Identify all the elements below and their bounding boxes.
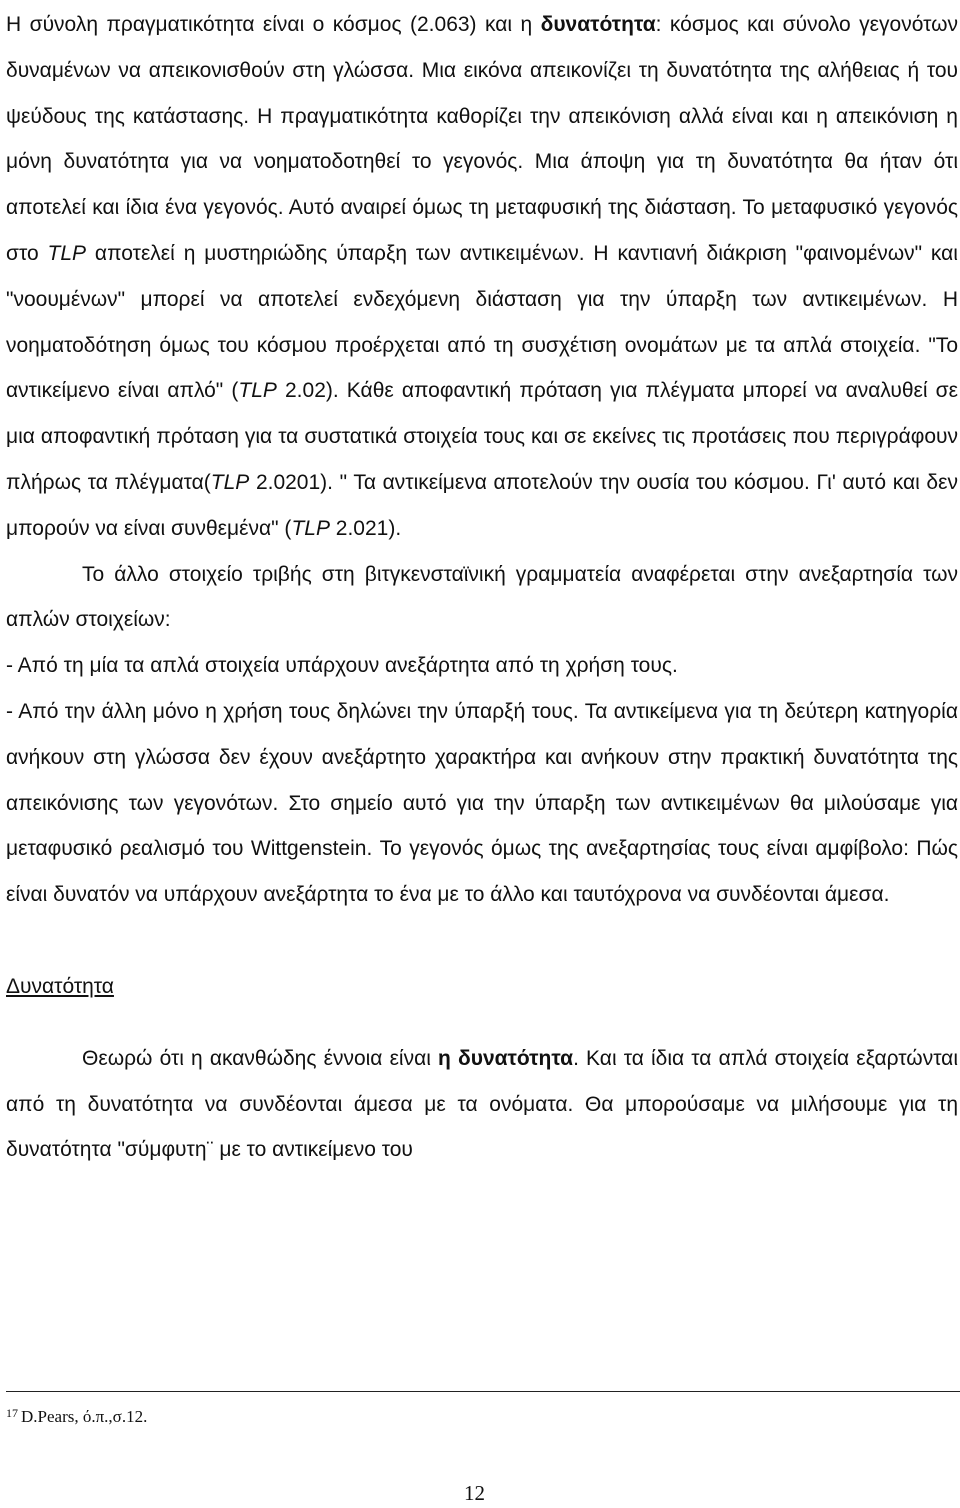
bold-term-the-possibility: η δυνατότητα	[438, 1046, 574, 1070]
footnote-divider	[6, 1391, 960, 1392]
tlp-reference: TLP	[291, 516, 330, 540]
paragraph-independence-of-elements: Το άλλο στοιχείο τριβής στη βιτγκενσταϊνική γραμματεία αναφέρεται στην ανεξαρτησία των απλών στοιχείων:	[6, 562, 958, 632]
text-run: . Και τα ίδια τα απλά στοιχεία εξαρτώνται από τη δυνατότητα να συνδέονται άμεσα με τα ονόματα. Θα μπορούσαμε να μιλήσουμε για τη δυνατότητα "σύμφυτη¨ με το αντικείμενο του	[6, 1046, 958, 1162]
paragraph-possibility	[6, 1036, 958, 1173]
text-run: Η σύνολη πραγματικότητα είναι ο κόσμος (2.063) και η	[6, 13, 541, 36]
text-run: Θεωρώ ότι η ακανθώδης έννοια είναι	[82, 1046, 439, 1070]
footnote	[6, 1405, 147, 1429]
tlp-reference: TLP	[238, 379, 277, 403]
text-run: 2.0201). " Τα αντικείμενα αποτελούν την ουσία του κόσμου. Γι' αυτό και δεν μπορούν να είναι συνθεμένα" (	[6, 470, 958, 540]
bold-term-possibility: δυνατότητα	[540, 13, 656, 36]
list-item-use-declares-existence: - Από την άλλη μόνο η χρήση τους δηλώνει την ύπαρξή τους. Τα αντικείμενα για τη δεύτερη κατηγορία ανήκουν στη γλώσσα δεν έχουν ανεξάρτητο χαρακτήρα και ανήκουν στην πρακτική δυνατότητα της απεικόνισης των γεγονότων. Στο σημείο αυτό για την ύπαρξη των αντικειμένων θα μιλούσαμε για μεταφυσικό ρεαλισμό του Wittgenstein. Το γεγονός όμως της ανεξαρτησίας τους είναι αμφίβολο: Πώς είναι δυνατόν να υπάρχουν ανεξάρτητα το ένα με το άλλο και ταυτόχρονα να συνδέονται άμεσα.	[6, 699, 958, 907]
text-run: 2.021).	[329, 516, 402, 540]
tlp-reference: TLP	[47, 241, 87, 265]
text-run: : κόσμος και σύνολο γεγονότων δυναμένων να απεικονισθούν στη γλώσσα. Μια εικόνα απεικονίζει τη δυνατότητα της αλήθειας ή του ψεύδους της κατάστασης. Η πραγματικότητα καθορίζει την απεικόνιση αλλά είναι και η απεικόνιση η μόνη δυνατότητα για να νοηματοδοτηθεί το γεγονός. Μια άποψη για τη δυνατότητα θα ήταν ότι αποτελεί και ίδια ένα γεγονός. Αυτό αναιρεί όμως τη μεταφυσική της διάσταση. Το μεταφυσικό γεγονός στο	[6, 13, 958, 265]
list-item-independent-existence: - Από τη μία τα απλά στοιχεία υπάρχουν ανεξάρτητα από τη χρήση τους.	[6, 654, 678, 678]
section-heading-possibility: Δυνατότητα	[6, 974, 114, 998]
paragraph-reality-and-possibility	[6, 2, 958, 552]
text-run: 2.02). Κάθε αποφαντική πρόταση για πλέγματα μπορεί να αναλυθεί σε μια αποφαντική πρόταση για τα συστατικά στοιχεία τους και σε εκείνες τις προτάσεις που περιγράφουν πλήρως τα πλέγματα(	[6, 379, 959, 494]
body-text	[6, 2, 958, 1173]
tlp-reference: TLP	[210, 470, 250, 494]
page-number: 12	[464, 1481, 485, 1505]
footnote-text: D.Pears, ό.π.,σ.12.	[21, 1407, 148, 1426]
footnote-number: 17	[6, 1406, 18, 1420]
text-run: αποτελεί η μυστηριώδης ύπαρξη των αντικειμένων. Η καντιανή διάκριση "φαινομένων" και "νοουμένων" μπορεί να αποτελεί ενδεχόμενη διάσταση για την ύπαρξη των αντικειμένων. Η νοηματοδότηση όμως του κόσμου προέρχεται από τη συσχέτιση ονομάτων με τα απλά στοιχεία. "Το αντικείμενο είναι απλό" (	[6, 241, 958, 403]
